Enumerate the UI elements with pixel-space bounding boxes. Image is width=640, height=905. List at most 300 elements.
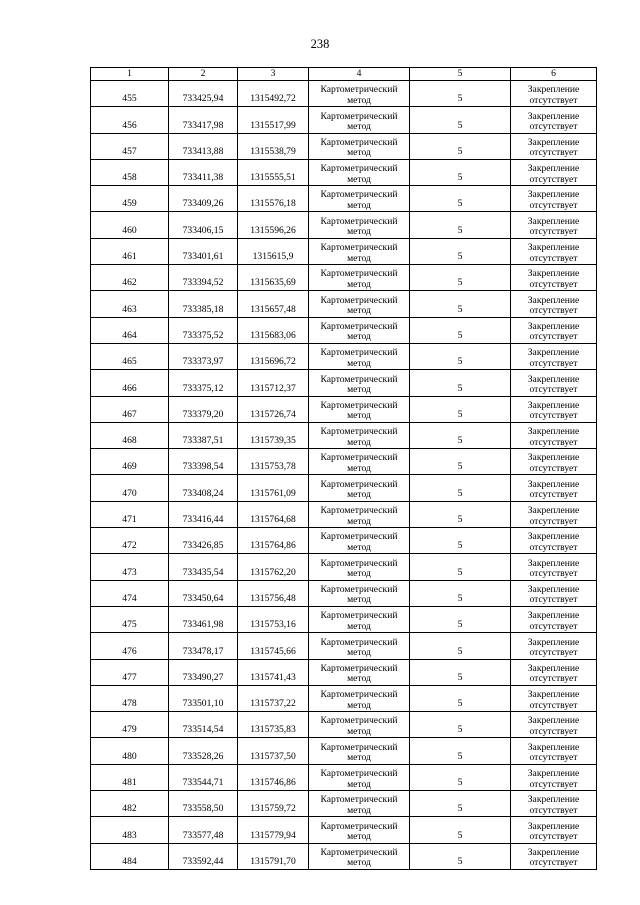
x-coordinate-cell: 733514,54 <box>169 712 238 738</box>
fixing-cell <box>511 817 597 843</box>
x-coordinate-cell: 733461,98 <box>169 606 238 632</box>
fixing-cell <box>511 501 597 527</box>
method-cell <box>309 449 410 475</box>
x-coordinate-cell: 733409,26 <box>169 186 238 212</box>
method-cell-line-2: метод <box>347 489 371 501</box>
method-cell <box>309 238 410 264</box>
method-cell-line-2: метод <box>347 673 371 685</box>
method-cell-line-2: метод <box>347 804 371 816</box>
fixing-cell-line-1: Закрепление <box>527 320 580 332</box>
fixing-cell-line-1: Закрепление <box>527 426 580 438</box>
point-number-cell: 467 <box>91 396 169 422</box>
accuracy-cell: 5 <box>410 186 511 212</box>
accuracy-cell: 5 <box>410 659 511 685</box>
point-number-cell: 469 <box>91 449 169 475</box>
point-number-cell: 481 <box>91 764 169 790</box>
fixing-cell <box>511 764 597 790</box>
method-cell <box>309 343 410 369</box>
y-coordinate-cell: 1315517,99 <box>238 107 309 133</box>
table-row <box>91 843 597 869</box>
fixing-cell-line-2: отсутствует <box>529 384 578 396</box>
fixing-cell-line-2: отсутствует <box>529 462 578 474</box>
table-row <box>91 738 597 764</box>
fixing-cell-line-1: Закрепление <box>527 294 580 306</box>
fixing-cell-line-2: отсутствует <box>529 725 578 737</box>
accuracy-cell: 5 <box>410 133 511 159</box>
method-cell <box>309 212 410 238</box>
point-number-cell: 464 <box>91 317 169 343</box>
y-coordinate-cell: 1315764,68 <box>238 501 309 527</box>
method-cell-line-2: метод <box>347 357 371 369</box>
y-coordinate-cell: 1315753,16 <box>238 606 309 632</box>
fixing-cell-line-1: Закрепление <box>527 794 580 806</box>
accuracy-cell: 5 <box>410 265 511 291</box>
point-number-cell: 466 <box>91 370 169 396</box>
method-cell-line-1: Картометрический <box>320 110 398 122</box>
y-coordinate-cell: 1315657,48 <box>238 291 309 317</box>
fixing-cell <box>511 712 597 738</box>
method-cell-line-2: метод <box>347 94 371 106</box>
accuracy-cell: 5 <box>410 107 511 133</box>
method-cell-line-1: Картометрический <box>320 662 398 674</box>
fixing-cell-line-1: Закрепление <box>527 610 580 622</box>
header-col-3: 3 <box>238 68 309 81</box>
accuracy-cell: 5 <box>410 738 511 764</box>
x-coordinate-cell: 733544,71 <box>169 764 238 790</box>
method-cell-line-2: метод <box>347 620 371 632</box>
method-cell <box>309 265 410 291</box>
point-number-cell: 465 <box>91 343 169 369</box>
table-row <box>91 159 597 185</box>
fixing-cell-line-1: Закрепление <box>527 189 580 201</box>
x-coordinate-cell: 733490,27 <box>169 659 238 685</box>
method-cell-line-1: Картометрический <box>320 505 398 517</box>
table-row <box>91 396 597 422</box>
header-col-6: 6 <box>511 68 597 81</box>
method-cell-line-2: метод <box>347 541 371 553</box>
table-row <box>91 528 597 554</box>
method-cell-line-2: метод <box>347 121 371 133</box>
table-row <box>91 343 597 369</box>
method-cell-line-2: метод <box>347 173 371 185</box>
accuracy-cell: 5 <box>410 791 511 817</box>
fixing-cell <box>511 685 597 711</box>
y-coordinate-cell: 1315492,72 <box>238 81 309 107</box>
method-cell-line-2: метод <box>347 305 371 317</box>
fixing-cell <box>511 528 597 554</box>
fixing-cell-line-2: отсутствует <box>529 752 578 764</box>
accuracy-cell: 5 <box>410 843 511 869</box>
x-coordinate-cell: 733375,52 <box>169 317 238 343</box>
table-row <box>91 107 597 133</box>
fixing-cell-line-1: Закрепление <box>527 715 580 727</box>
method-cell-line-2: метод <box>347 752 371 764</box>
fixing-cell-line-2: отсутствует <box>529 199 578 211</box>
method-cell-line-1: Картометрический <box>320 215 398 227</box>
fixing-cell <box>511 159 597 185</box>
fixing-cell-line-2: отсутствует <box>529 357 578 369</box>
method-cell-line-2: метод <box>347 831 371 843</box>
table-row <box>91 633 597 659</box>
method-cell <box>309 291 410 317</box>
method-cell-line-1: Картометрический <box>320 557 398 569</box>
fixing-cell <box>511 449 597 475</box>
method-cell-line-1: Картометрический <box>320 531 398 543</box>
method-cell <box>309 580 410 606</box>
y-coordinate-cell: 1315737,50 <box>238 738 309 764</box>
point-number-cell: 482 <box>91 791 169 817</box>
method-cell-line-2: метод <box>347 647 371 659</box>
fixing-cell-line-2: отсутствует <box>529 647 578 659</box>
method-cell-line-1: Картометрический <box>320 478 398 490</box>
accuracy-cell: 5 <box>410 554 511 580</box>
method-cell <box>309 133 410 159</box>
method-cell <box>309 159 410 185</box>
method-cell <box>309 685 410 711</box>
x-coordinate-cell: 733411,38 <box>169 159 238 185</box>
method-cell-line-1: Картометрический <box>320 399 398 411</box>
fixing-cell-line-2: отсутствует <box>529 857 578 869</box>
fixing-cell <box>511 422 597 448</box>
table-row <box>91 791 597 817</box>
method-cell-line-1: Картометрический <box>320 189 398 201</box>
method-cell-line-1: Картометрический <box>320 610 398 622</box>
fixing-cell <box>511 633 597 659</box>
y-coordinate-cell: 1315764,86 <box>238 528 309 554</box>
y-coordinate-cell: 1315753,78 <box>238 449 309 475</box>
point-number-cell: 461 <box>91 238 169 264</box>
x-coordinate-cell: 733435,54 <box>169 554 238 580</box>
point-number-cell: 474 <box>91 580 169 606</box>
accuracy-cell: 5 <box>410 370 511 396</box>
y-coordinate-cell: 1315759,72 <box>238 791 309 817</box>
method-cell-line-1: Картометрический <box>320 768 398 780</box>
method-cell <box>309 370 410 396</box>
method-cell <box>309 633 410 659</box>
fixing-cell-line-1: Закрепление <box>527 689 580 701</box>
method-cell-line-1: Картометрический <box>320 452 398 464</box>
table-header <box>91 68 597 81</box>
table-row <box>91 317 597 343</box>
fixing-cell-line-1: Закрепление <box>527 136 580 148</box>
fixing-cell-line-1: Закрепление <box>527 636 580 648</box>
method-cell-line-1: Картометрический <box>320 320 398 332</box>
accuracy-cell: 5 <box>410 580 511 606</box>
x-coordinate-cell: 733426,85 <box>169 528 238 554</box>
fixing-cell-line-1: Закрепление <box>527 452 580 464</box>
point-number-cell: 457 <box>91 133 169 159</box>
table-row <box>91 422 597 448</box>
method-cell <box>309 501 410 527</box>
header-col-5: 5 <box>410 68 511 81</box>
method-cell <box>309 186 410 212</box>
accuracy-cell: 5 <box>410 633 511 659</box>
point-number-cell: 472 <box>91 528 169 554</box>
table-row <box>91 291 597 317</box>
method-cell-line-1: Картометрический <box>320 583 398 595</box>
y-coordinate-cell: 1315761,09 <box>238 475 309 501</box>
accuracy-cell: 5 <box>410 317 511 343</box>
fixing-cell-line-1: Закрепление <box>527 242 580 254</box>
method-cell-line-2: метод <box>347 410 371 422</box>
fixing-cell-line-1: Закрепление <box>527 84 580 96</box>
method-cell <box>309 659 410 685</box>
method-cell-line-1: Картометрический <box>320 242 398 254</box>
fixing-cell-line-1: Закрепление <box>527 110 580 122</box>
x-coordinate-cell: 733558,50 <box>169 791 238 817</box>
method-cell <box>309 475 410 501</box>
y-coordinate-cell: 1315555,51 <box>238 159 309 185</box>
method-cell-line-1: Картометрический <box>320 820 398 832</box>
x-coordinate-cell: 733373,97 <box>169 343 238 369</box>
y-coordinate-cell: 1315741,43 <box>238 659 309 685</box>
method-cell <box>309 422 410 448</box>
fixing-cell-line-2: отсутствует <box>529 147 578 159</box>
table-row <box>91 133 597 159</box>
fixing-cell-line-2: отсутствует <box>529 410 578 422</box>
y-coordinate-cell: 1315712,37 <box>238 370 309 396</box>
y-coordinate-cell: 1315683,06 <box>238 317 309 343</box>
method-cell-line-2: метод <box>347 331 371 343</box>
table-row <box>91 764 597 790</box>
table-row <box>91 186 597 212</box>
fixing-cell-line-2: отсутствует <box>529 594 578 606</box>
point-number-cell: 479 <box>91 712 169 738</box>
accuracy-cell: 5 <box>410 212 511 238</box>
fixing-cell <box>511 580 597 606</box>
method-cell-line-2: метод <box>347 594 371 606</box>
x-coordinate-cell: 733592,44 <box>169 843 238 869</box>
fixing-cell-line-1: Закрепление <box>527 505 580 517</box>
table-row <box>91 817 597 843</box>
fixing-cell-line-2: отсутствует <box>529 331 578 343</box>
x-coordinate-cell: 733379,20 <box>169 396 238 422</box>
accuracy-cell: 5 <box>410 81 511 107</box>
fixing-cell-line-1: Закрепление <box>527 268 580 280</box>
method-cell <box>309 764 410 790</box>
fixing-cell-line-2: отсутствует <box>529 121 578 133</box>
accuracy-cell: 5 <box>410 159 511 185</box>
point-number-cell: 477 <box>91 659 169 685</box>
y-coordinate-cell: 1315779,94 <box>238 817 309 843</box>
header-col-2: 2 <box>169 68 238 81</box>
coordinates-table <box>90 67 597 870</box>
method-cell-line-2: метод <box>347 857 371 869</box>
accuracy-cell: 5 <box>410 396 511 422</box>
method-cell-line-1: Картометрический <box>320 347 398 359</box>
point-number-cell: 460 <box>91 212 169 238</box>
fixing-cell-line-1: Закрепление <box>527 347 580 359</box>
point-number-cell: 468 <box>91 422 169 448</box>
table-row <box>91 685 597 711</box>
method-cell <box>309 317 410 343</box>
table-row <box>91 580 597 606</box>
method-cell-line-1: Картометрический <box>320 689 398 701</box>
fixing-cell-line-2: отсутствует <box>529 226 578 238</box>
fixing-cell <box>511 738 597 764</box>
table-row <box>91 501 597 527</box>
x-coordinate-cell: 733408,24 <box>169 475 238 501</box>
method-cell-line-2: метод <box>347 147 371 159</box>
x-coordinate-cell: 733401,61 <box>169 238 238 264</box>
fixing-cell <box>511 606 597 632</box>
method-cell-line-2: метод <box>347 462 371 474</box>
table-row <box>91 606 597 632</box>
x-coordinate-cell: 733425,94 <box>169 81 238 107</box>
accuracy-cell: 5 <box>410 291 511 317</box>
method-cell-line-2: метод <box>347 568 371 580</box>
table-row <box>91 475 597 501</box>
header-col-1: 1 <box>91 68 169 81</box>
fixing-cell <box>511 554 597 580</box>
method-cell <box>309 817 410 843</box>
x-coordinate-cell: 733528,26 <box>169 738 238 764</box>
method-cell-line-2: метод <box>347 226 371 238</box>
y-coordinate-cell: 1315538,79 <box>238 133 309 159</box>
accuracy-cell: 5 <box>410 449 511 475</box>
fixing-cell-line-1: Закрепление <box>527 820 580 832</box>
fixing-cell <box>511 317 597 343</box>
fixing-cell <box>511 81 597 107</box>
y-coordinate-cell: 1315745,66 <box>238 633 309 659</box>
method-cell-line-1: Картометрический <box>320 846 398 858</box>
header-col-4: 4 <box>309 68 410 81</box>
method-cell-line-1: Картометрический <box>320 636 398 648</box>
fixing-cell <box>511 212 597 238</box>
fixing-cell-line-1: Закрепление <box>527 741 580 753</box>
method-cell-line-1: Картометрический <box>320 794 398 806</box>
method-cell-line-2: метод <box>347 199 371 211</box>
table-body <box>91 81 597 870</box>
method-cell <box>309 528 410 554</box>
y-coordinate-cell: 1315735,83 <box>238 712 309 738</box>
y-coordinate-cell: 1315746,86 <box>238 764 309 790</box>
fixing-cell-line-2: отсутствует <box>529 515 578 527</box>
accuracy-cell: 5 <box>410 528 511 554</box>
method-cell-line-1: Картометрический <box>320 294 398 306</box>
table-row <box>91 238 597 264</box>
table-row <box>91 212 597 238</box>
fixing-cell <box>511 370 597 396</box>
method-cell <box>309 107 410 133</box>
method-cell-line-1: Картометрический <box>320 268 398 280</box>
y-coordinate-cell: 1315635,69 <box>238 265 309 291</box>
fixing-cell-line-2: отсутствует <box>529 173 578 185</box>
method-cell-line-1: Картометрический <box>320 741 398 753</box>
accuracy-cell: 5 <box>410 343 511 369</box>
x-coordinate-cell: 733478,17 <box>169 633 238 659</box>
y-coordinate-cell: 1315791,70 <box>238 843 309 869</box>
method-cell-line-1: Картометрический <box>320 84 398 96</box>
point-number-cell: 462 <box>91 265 169 291</box>
x-coordinate-cell: 733394,52 <box>169 265 238 291</box>
method-cell-line-2: метод <box>347 778 371 790</box>
fixing-cell-line-2: отсутствует <box>529 673 578 685</box>
accuracy-cell: 5 <box>410 712 511 738</box>
y-coordinate-cell: 1315762,20 <box>238 554 309 580</box>
accuracy-cell: 5 <box>410 422 511 448</box>
fixing-cell-line-2: отсутствует <box>529 252 578 264</box>
table-row <box>91 81 597 107</box>
fixing-cell-line-1: Закрепление <box>527 163 580 175</box>
method-cell-line-2: метод <box>347 384 371 396</box>
method-cell-line-2: метод <box>347 515 371 527</box>
point-number-cell: 475 <box>91 606 169 632</box>
accuracy-cell: 5 <box>410 685 511 711</box>
point-number-cell: 471 <box>91 501 169 527</box>
method-cell-line-2: метод <box>347 699 371 711</box>
fixing-cell-line-2: отсутствует <box>529 305 578 317</box>
point-number-cell: 463 <box>91 291 169 317</box>
x-coordinate-cell: 733501,10 <box>169 685 238 711</box>
method-cell-line-1: Картометрический <box>320 715 398 727</box>
point-number-cell: 456 <box>91 107 169 133</box>
fixing-cell <box>511 475 597 501</box>
method-cell-line-2: метод <box>347 436 371 448</box>
method-cell <box>309 712 410 738</box>
method-cell <box>309 791 410 817</box>
point-number-cell: 478 <box>91 685 169 711</box>
fixing-cell-line-2: отсутствует <box>529 831 578 843</box>
fixing-cell <box>511 291 597 317</box>
y-coordinate-cell: 1315696,72 <box>238 343 309 369</box>
x-coordinate-cell: 733375,12 <box>169 370 238 396</box>
accuracy-cell: 5 <box>410 238 511 264</box>
fixing-cell-line-2: отсутствует <box>529 568 578 580</box>
fixing-cell <box>511 238 597 264</box>
method-cell-line-1: Картометрический <box>320 426 398 438</box>
x-coordinate-cell: 733406,15 <box>169 212 238 238</box>
method-cell <box>309 606 410 632</box>
table-row <box>91 449 597 475</box>
y-coordinate-cell: 1315615,9 <box>238 238 309 264</box>
fixing-cell <box>511 659 597 685</box>
method-cell-line-1: Картометрический <box>320 163 398 175</box>
fixing-cell-line-1: Закрепление <box>527 215 580 227</box>
point-number-cell: 476 <box>91 633 169 659</box>
method-cell <box>309 843 410 869</box>
x-coordinate-cell: 733398,54 <box>169 449 238 475</box>
y-coordinate-cell: 1315576,18 <box>238 186 309 212</box>
method-cell <box>309 738 410 764</box>
fixing-cell <box>511 107 597 133</box>
point-number-cell: 484 <box>91 843 169 869</box>
x-coordinate-cell: 733450,64 <box>169 580 238 606</box>
method-cell <box>309 81 410 107</box>
fixing-cell <box>511 343 597 369</box>
y-coordinate-cell: 1315739,35 <box>238 422 309 448</box>
point-number-cell: 470 <box>91 475 169 501</box>
fixing-cell <box>511 843 597 869</box>
fixing-cell-line-1: Закрепление <box>527 846 580 858</box>
fixing-cell-line-1: Закрепление <box>527 557 580 569</box>
fixing-cell <box>511 265 597 291</box>
fixing-cell-line-1: Закрепление <box>527 399 580 411</box>
accuracy-cell: 5 <box>410 764 511 790</box>
page-number: 238 <box>310 37 330 51</box>
point-number-cell: 483 <box>91 817 169 843</box>
point-number-cell: 459 <box>91 186 169 212</box>
fixing-cell-line-2: отсутствует <box>529 489 578 501</box>
fixing-cell <box>511 186 597 212</box>
fixing-cell-line-2: отсутствует <box>529 436 578 448</box>
table-row <box>91 659 597 685</box>
fixing-cell-line-2: отсутствует <box>529 804 578 816</box>
table-row <box>91 265 597 291</box>
x-coordinate-cell: 733417,98 <box>169 107 238 133</box>
x-coordinate-cell: 733413,88 <box>169 133 238 159</box>
header-row <box>91 68 597 81</box>
